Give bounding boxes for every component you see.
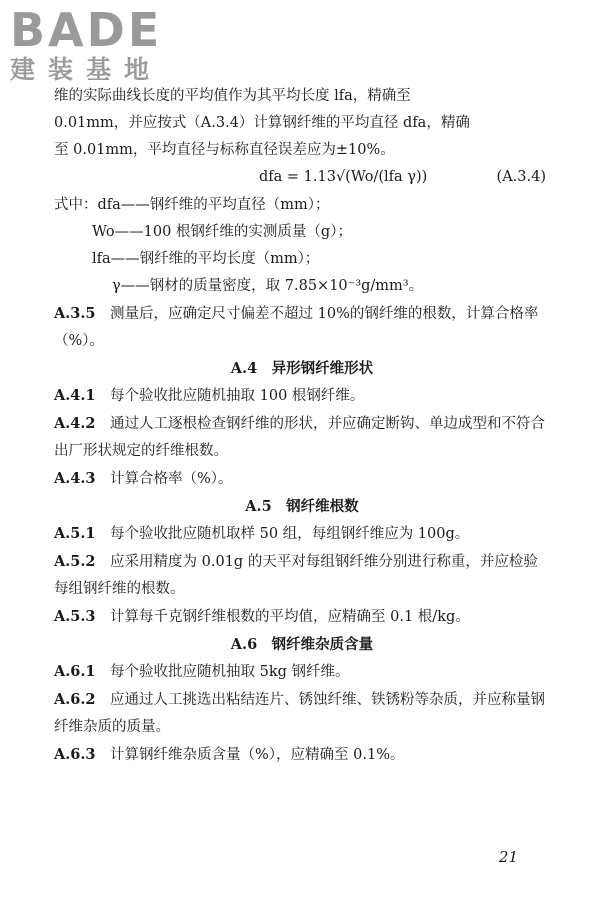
- definition-row: γ——钢材的质量密度，取 7.85×10⁻³g/mm³。: [112, 278, 424, 294]
- section-title: A.5 钢纤维根数: [245, 498, 359, 515]
- document-body: [54, 83, 550, 769]
- clause: [54, 382, 550, 410]
- clause: [54, 603, 550, 631]
- clause-number: A.4.1: [54, 387, 96, 404]
- definition-text: dfa——钢纤维的平均直径（mm）；: [97, 197, 330, 213]
- clause: [54, 548, 550, 603]
- clause-number: A.5.1: [54, 525, 96, 542]
- clause: [54, 741, 550, 769]
- clause-text: 应通过人工挑选出粘结连片、锈蚀纤维、铁锈粉等杂质，并应称量钢纤维杂质的质量。: [54, 692, 546, 735]
- logo-word: BADE: [10, 3, 163, 57]
- text-line: 至 0.01mm，平均直径与标称直径误差应为±10%。: [54, 142, 395, 158]
- clause: [54, 686, 550, 741]
- clause-text: 测量后，应确定尺寸偏差不超过 10%的钢纤维的根数，计算合格率（%）。: [54, 306, 539, 349]
- clause-number: A.4.3: [54, 470, 96, 487]
- logo-subtitle: 建装基地: [10, 55, 163, 84]
- clause: [54, 410, 550, 465]
- clause-text: 每个验收批应随机抽取 100 根钢纤维。: [110, 388, 365, 404]
- clause-text: 通过人工逐根检查钢纤维的形状，并应确定断钩、单边成型和不符合出厂形状规定的纤维根数。: [54, 416, 546, 459]
- clause: [54, 658, 550, 686]
- definition-row: [54, 192, 550, 219]
- watermark-logo: [10, 4, 162, 86]
- clause-number: A.6.2: [54, 691, 96, 708]
- clause-text: 计算钢纤维杂质含量（%），应精确至 0.1%。: [110, 747, 405, 763]
- section-title: A.4 异形钢纤维形状: [230, 360, 374, 377]
- clause-text: 计算每千克钢纤维根数的平均值，应精确至 0.1 根/kg。: [110, 609, 470, 625]
- clause-text: 计算合格率（%）。: [110, 471, 233, 487]
- section-title: A.6 钢纤维杂质含量: [230, 636, 374, 653]
- clause-number: A.6.3: [54, 746, 96, 763]
- clause-number: A.6.1: [54, 663, 96, 680]
- clause-number: A.4.2: [54, 415, 96, 432]
- clause-text: 每个验收批应随机抽取 5kg 钢纤维。: [110, 664, 350, 680]
- clause: [54, 520, 550, 548]
- equation-formula: dfa = 1.13√(Wo/(lfa γ)): [259, 169, 428, 185]
- clause-number: A.3.5: [54, 305, 96, 322]
- equation-number: (A.3.4): [496, 169, 546, 185]
- page-number: 21: [498, 848, 518, 866]
- clause-text: 每个验收批应随机取样 50 组，每组钢纤维应为 100g。: [110, 526, 470, 542]
- equation-row: [54, 164, 550, 192]
- clause: [54, 465, 550, 493]
- definition-row: Wo——100 根钢纤维的实测质量（g）；: [92, 224, 352, 240]
- clause: [54, 300, 550, 355]
- clause-text: 应采用精度为 0.01g 的天平对每组钢纤维分别进行称重，并应检验每组钢纤维的根数。: [54, 554, 538, 597]
- definitions-label: 式中：: [54, 197, 98, 213]
- text-line: 维的实际曲线长度的平均值作为其平均长度 lfa，精确至: [54, 88, 411, 104]
- clause-number: A.5.2: [54, 553, 96, 570]
- definition-row: lfa——钢纤维的平均长度（mm）；: [92, 251, 320, 267]
- clause-number: A.5.3: [54, 608, 96, 625]
- text-line: 0.01mm，并应按式（A.3.4）计算钢纤维的平均直径 dfa，精确: [54, 115, 470, 131]
